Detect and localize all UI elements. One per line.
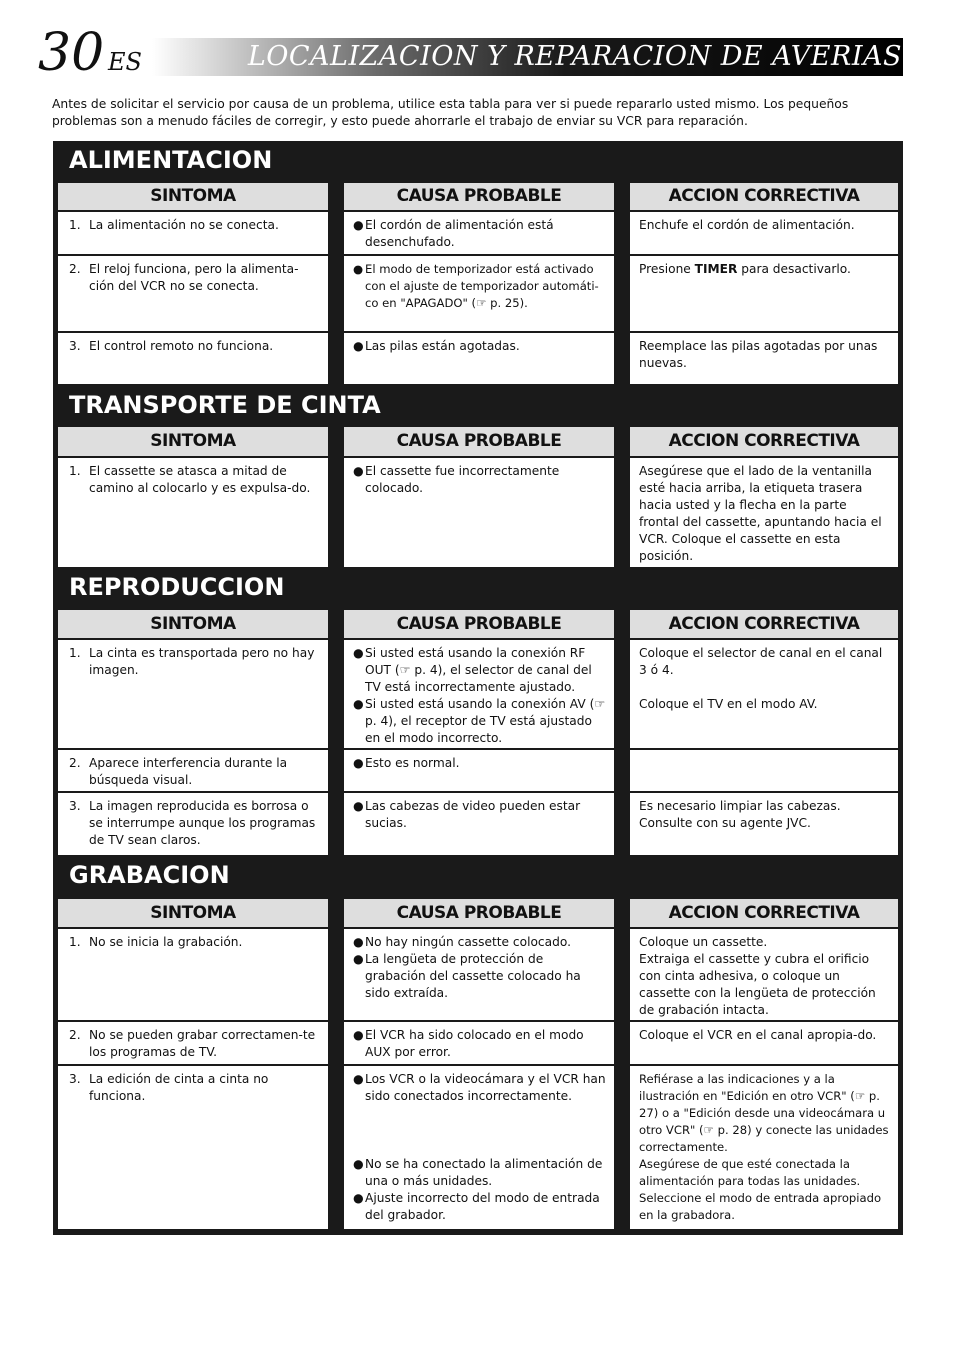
page-title: LOCALIZACION Y REPARACION DE AVERIAS: [247, 41, 902, 72]
bullet-icon: ●: [353, 1028, 364, 1042]
header-accion: ACCION CORRECTIVA: [630, 183, 898, 210]
action-cell: [630, 640, 898, 748]
cause-cell: [344, 793, 614, 855]
symptom-cell: [58, 640, 328, 748]
timer-key-label: TIMER: [694, 262, 738, 276]
bullet-icon: ●: [353, 218, 364, 232]
symptom-text: La alimentación no se conecta.: [89, 218, 279, 232]
header-causa: CAUSA PROBABLE: [344, 610, 614, 638]
symptom-text: El control remoto no funciona.: [89, 339, 274, 353]
cause-cell: [344, 750, 614, 791]
symptom-text: Aparece interferencia durante la búsqueda visual.: [89, 756, 288, 787]
row-number: 2.: [69, 262, 81, 276]
action-text: Coloque un cassette.: [639, 935, 768, 949]
action-text: Seleccione el modo de entrada apropiado en la grabadora.: [639, 1191, 882, 1222]
cause-text: Esto es normal.: [365, 756, 460, 770]
cause-text: El cassette fue incorrectamente colocado.: [365, 464, 560, 495]
action-cell: [630, 793, 898, 855]
section-title-reproduccion: REPRODUCCION: [69, 573, 285, 601]
row-number: 2.: [69, 756, 81, 770]
cause-text: No hay ningún cassette colocado.: [365, 935, 571, 949]
header-sintoma: SINTOMA: [58, 610, 328, 638]
action-cell: [630, 458, 898, 567]
bullet-icon: ●: [353, 935, 364, 949]
bullet-icon: ●: [353, 262, 364, 276]
row-number: 3.: [69, 799, 81, 813]
action-text: para desactivarlo.: [737, 262, 851, 276]
intro-text: Antes de solicitar el servicio por causa de un problema, utilice esta tabla para ver si puede repararlo usted mismo. Los pequeños problemas son a menudo fáciles de corregir, y esto puede ahorrarle el trabajo de enviar su VCR para reparación.: [52, 97, 849, 128]
cause-cell: [344, 458, 614, 567]
symptom-text: La edición de cinta a cinta no funciona.: [89, 1072, 269, 1103]
header-sintoma: SINTOMA: [58, 183, 328, 210]
symptom-text: La cinta es transportada pero no hay imagen.: [89, 646, 315, 677]
bullet-icon: ●: [353, 339, 364, 353]
cause-cell: [344, 212, 614, 254]
row-number: 3.: [69, 339, 81, 353]
action-text: Presione: [639, 262, 695, 276]
action-cell: [630, 750, 898, 791]
action-cell: [630, 929, 898, 1020]
header-accion: ACCION CORRECTIVA: [630, 899, 898, 927]
bullet-icon: ●: [353, 1157, 364, 1171]
action-cell: [630, 1022, 898, 1064]
section-title-transporte: TRANSPORTE DE CINTA: [69, 391, 381, 419]
symptom-cell: [58, 458, 328, 567]
action-text: Extraiga el cassette y cubra el orificio con cinta adhesiva, o coloque un cassette con la lengüeta de protección de grabación intacta.: [639, 952, 876, 1017]
header-accion: ACCION CORRECTIVA: [630, 427, 898, 456]
action-cell: [630, 333, 898, 384]
row-number: 1.: [69, 218, 81, 232]
symptom-text: El reloj funciona, pero la alimenta-ción del VCR no se conecta.: [89, 262, 299, 293]
cause-cell: [344, 256, 614, 331]
cause-text: El VCR ha sido colocado en el modo AUX por error.: [365, 1028, 584, 1059]
symptom-cell: [58, 1066, 328, 1229]
cause-text: La lengüeta de protección de grabación del cassette colocado ha sido extraída.: [365, 952, 581, 1000]
action-text: Refiérase a las indicaciones y a la ilustración en "Edición en otro VCR" (☞ p. 27) o a "Edición desde una videocámara u otro VCR" (☞ p. 28) y conecte las unidades correctamente.: [639, 1072, 889, 1154]
action-cell: [630, 212, 898, 254]
action-text: Asegúrese que el lado de la ventanilla esté hacia arriba, la etiqueta trasera hacia usted y la flecha en la parte frontal del cassette, apuntando hacia el VCR. Coloque el cassette en esta posición.: [639, 464, 882, 563]
section-title-grabacion: GRABACION: [69, 861, 230, 889]
cause-cell: [344, 333, 614, 384]
bullet-icon: ●: [353, 1191, 364, 1205]
action-text: Coloque el selector de canal en el canal 3 ó 4.: [639, 646, 883, 677]
action-text: Coloque el VCR en el canal apropia-do.: [639, 1028, 877, 1042]
action-cell: [630, 256, 898, 331]
cause-text: Las cabezas de video pueden estar sucias.: [365, 799, 581, 830]
symptom-cell: [58, 333, 328, 384]
bullet-icon: ●: [353, 646, 364, 660]
symptom-cell: [58, 1022, 328, 1064]
row-number: 2.: [69, 1028, 81, 1042]
symptom-text: La imagen reproducida es borrosa o se interrumpe aunque los programas de TV sean claros.: [89, 799, 316, 847]
symptom-text: El cassette se atasca a mitad de camino al colocarlo y es expulsa-do.: [89, 464, 311, 495]
cause-cell: [344, 1022, 614, 1064]
cause-text: El cordón de alimentación está desenchufado.: [365, 218, 554, 249]
cause-text: Ajuste incorrecto del modo de entrada del grabador.: [365, 1191, 600, 1222]
language-code: ES: [108, 48, 142, 76]
header-accion: ACCION CORRECTIVA: [630, 610, 898, 638]
header-causa: CAUSA PROBABLE: [344, 427, 614, 456]
action-cell: [630, 1066, 898, 1229]
cause-cell: [344, 1066, 614, 1229]
bullet-icon: ●: [353, 464, 364, 478]
header-sintoma: SINTOMA: [58, 899, 328, 927]
row-number: 1.: [69, 935, 81, 949]
bullet-icon: ●: [353, 756, 364, 770]
cause-cell: [344, 640, 614, 748]
bullet-icon: ●: [353, 697, 364, 711]
action-text: Asegúrese de que esté conectada la alimentación para todas las unidades.: [639, 1157, 861, 1188]
symptom-text: No se pueden grabar correctamen-te los programas de TV.: [89, 1028, 316, 1059]
symptom-cell: [58, 212, 328, 254]
action-text: Coloque el TV en el modo AV.: [639, 697, 818, 711]
header-causa: CAUSA PROBABLE: [344, 183, 614, 210]
cause-text: Si usted está usando la conexión RF OUT (☞ p. 4), el selector de canal del TV está incorrectamente ajustado.: [365, 646, 592, 694]
bullet-icon: ●: [353, 799, 364, 813]
cause-text: Si usted está usando la conexión AV (☞ p. 4), el receptor de TV está ajustado en el modo incorrecto.: [365, 697, 606, 745]
symptom-cell: [58, 256, 328, 331]
symptom-cell: [58, 929, 328, 1020]
section-title-alimentacion: ALIMENTACION: [69, 146, 273, 174]
symptom-text: No se inicia la grabación.: [89, 935, 243, 949]
cause-cell: [344, 929, 614, 1020]
cause-text: Los VCR o la videocámara y el VCR han sido conectados incorrectamente.: [365, 1072, 606, 1103]
action-text: Reemplace las pilas agotadas por unas nuevas.: [639, 339, 878, 370]
row-number: 1.: [69, 464, 81, 478]
bullet-icon: ●: [353, 1072, 364, 1086]
header-causa: CAUSA PROBABLE: [344, 899, 614, 927]
cause-text: No se ha conectado la alimentación de una o más unidades.: [365, 1157, 603, 1188]
row-number: 3.: [69, 1072, 81, 1086]
header-sintoma: SINTOMA: [58, 427, 328, 456]
row-number: 1.: [69, 646, 81, 660]
cause-text: El modo de temporizador está activado con el ajuste de temporizador automáti-co en "APAGADO" (☞ p. 25).: [365, 262, 599, 310]
action-text: Es necesario limpiar las cabezas. Consulte con su agente JVC.: [639, 799, 841, 830]
bullet-icon: ●: [353, 952, 364, 966]
action-text: Enchufe el cordón de alimentación.: [639, 218, 855, 232]
cause-text: Las pilas están agotadas.: [365, 339, 520, 353]
symptom-cell: [58, 793, 328, 855]
page-number: 30: [38, 23, 105, 83]
symptom-cell: [58, 750, 328, 791]
